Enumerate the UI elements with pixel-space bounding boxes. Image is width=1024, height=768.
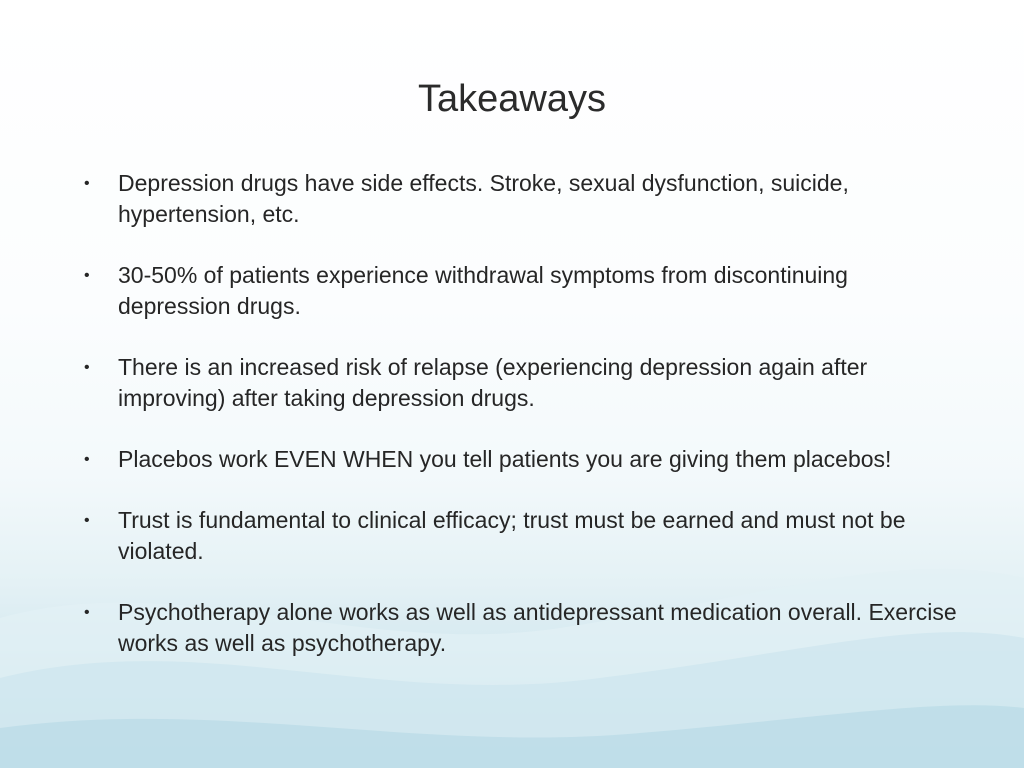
bullet-item-psychotherapy bbox=[84, 597, 964, 659]
bullet-item-placebos bbox=[84, 444, 964, 475]
bullet-item-side-effects bbox=[84, 168, 964, 230]
bullet-text: 30-50% of patients experience withdrawal symptoms from discontinuing depression drugs. bbox=[118, 262, 848, 319]
bullet-item-trust bbox=[84, 505, 964, 567]
bullet-dot-icon: • bbox=[84, 512, 90, 529]
slide-title: Takeaways bbox=[418, 78, 606, 120]
bullet-text: Placebos work EVEN WHEN you tell patients you are giving them placebos! bbox=[118, 446, 892, 472]
bullet-item-relapse bbox=[84, 352, 964, 414]
bullet-item-withdrawal bbox=[84, 260, 964, 322]
bullet-text: Psychotherapy alone works as well as antidepressant medication overall. Exercise works as well as psychotherapy. bbox=[118, 599, 957, 656]
bullet-text: Trust is fundamental to clinical efficacy; trust must be earned and must not be violated. bbox=[118, 507, 906, 564]
bullet-text: Depression drugs have side effects. Stroke, sexual dysfunction, suicide, hypertension, etc. bbox=[118, 170, 849, 227]
bullet-text: There is an increased risk of relapse (experiencing depression again after improving) after taking depression drugs. bbox=[118, 354, 868, 411]
bullet-dot-icon: • bbox=[84, 451, 90, 468]
bullet-dot-icon: • bbox=[84, 359, 90, 376]
bullet-dot-icon: • bbox=[84, 604, 90, 621]
bullet-dot-icon: • bbox=[84, 175, 90, 192]
bullet-dot-icon: • bbox=[84, 267, 90, 284]
takeaways-list bbox=[84, 168, 964, 689]
